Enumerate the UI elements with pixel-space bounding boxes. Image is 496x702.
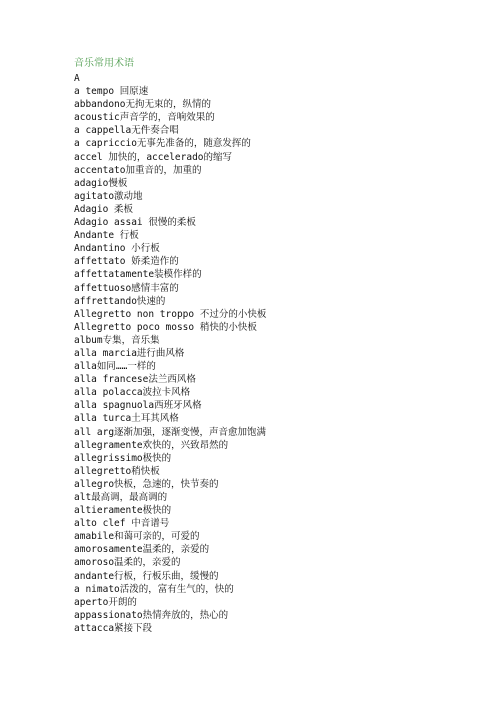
term-entry: aperto开朗的 [74,596,137,608]
term-entry: a capriccio无事先准备的，随意发挥的 [74,138,251,150]
term-entry: affettuoso感情丰富的 [74,282,179,294]
term-list [74,72,474,635]
term-entry: allegretto稍快板 [74,465,160,477]
term-entry: all arg逐渐加强，逐渐变慢，声音愈加饱满 [74,426,267,438]
document-title: 音乐常用术语 [74,58,134,69]
term-entry: amorosamente温柔的，亲爱的 [74,544,210,556]
term-entry: appassionato热情奔放的，热心的 [74,609,229,621]
term-entry: alt最高调，最高调的 [74,492,168,503]
term-entry: amoroso温柔的，亲爱的 [74,557,181,569]
term-entry: acoustic声音学的，音响效果的 [74,112,215,124]
term-entry: alla marcia进行曲风格 [74,347,185,359]
term-entry: Allegretto non troppo 不过分的小快板 [74,308,267,320]
term-entry: alto clef 中音谱号 [74,518,170,530]
term-entry: alla francese法兰西风格 [74,374,196,386]
term-entry: accel 加快的，accelerado的缩写 [74,151,233,163]
term-entry: allegro快板，急速的，快节奏的 [74,478,219,490]
term-entry: allegramente欢快的，兴致昂然的 [74,439,229,451]
term-entry: andante行板，行板乐曲，缓慢的 [74,570,219,582]
term-entry: accentato加重音的，加重的 [74,164,202,176]
term-entry: amabile和蔼可亲的，可爱的 [74,531,200,543]
term-entry: altieramente极快的 [74,505,172,517]
term-entry: alla spagnuola西班牙风格 [74,400,202,412]
term-entry: affettato 娇柔造作的 [74,256,179,268]
term-entry: album专集，音乐集 [74,334,160,346]
term-entry: Allegretto poco mosso 稍快的小快板 [74,321,257,333]
section-letter: A [74,73,80,84]
term-entry: alla如同……一样的 [74,361,156,373]
term-entry: a nimato活泼的，富有生气的，快的 [74,583,234,595]
term-entry: Andantino 小行板 [74,243,160,255]
term-entry: a cappella无件奏合唱 [74,125,179,137]
term-entry: adagio慢板 [74,177,128,189]
term-entry: Adagio assai 很慢的柔板 [74,217,196,229]
document-content [74,57,474,635]
term-entry: Adagio 柔板 [74,203,134,215]
term-entry: abbandono无拘无束的，纵情的 [74,99,211,111]
term-entry: alla turca土耳其风格 [74,413,179,425]
term-entry: Andante 行板 [74,230,139,242]
term-entry: a tempo 回原速 [74,86,149,98]
term-entry: alla polacca波拉卡风格 [74,387,191,399]
term-entry: attacca紧接下段 [74,622,153,634]
term-entry: allegrissimo极快的 [74,452,172,464]
term-entry: affrettando快速的 [74,295,166,307]
term-entry: affettatamente装模作样的 [74,269,202,281]
term-entry: agitato激动地 [74,190,143,202]
